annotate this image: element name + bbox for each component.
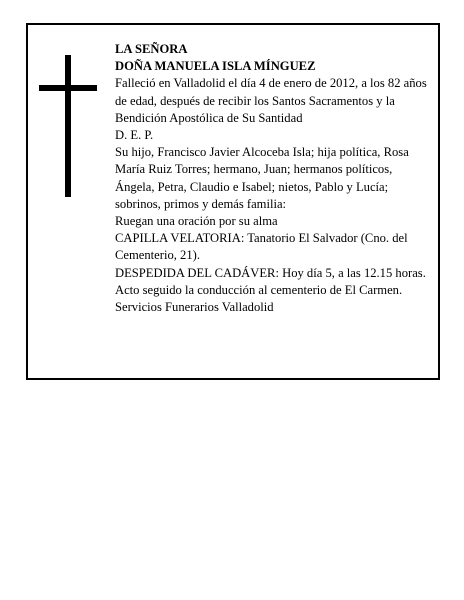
obituary-notice (26, 23, 440, 380)
cross-vertical-bar (65, 55, 71, 197)
obituary-heading-title: LA SEÑORA (115, 42, 188, 56)
death-notice: Falleció en Valladolid el día 4 de enero de 2012, a los 82 años de edad, después de recibir los Santos Sacramentos y la Bendición Apostólica de Su Santidad (115, 76, 427, 125)
deceased-name: DOÑA MANUELA ISLA MÍNGUEZ (115, 59, 316, 74)
rest-in-peace: D. E. P. (115, 128, 154, 143)
chapel-info: CAPILLA VELATORIA: Tanatorio El Salvador (Cno. del Cementerio, 21). (115, 231, 408, 263)
funeral-home: Servicios Funerarios Valladolid (115, 300, 274, 315)
obituary-text (115, 41, 433, 316)
cross-horizontal-bar (39, 85, 97, 91)
farewell-info: DESPEDIDA DEL CADÁVER: Hoy día 5, a las 12.15 horas. Acto seguido la conducción al cementerio de El Carmen. (115, 265, 426, 297)
family-list: Su hijo, Francisco Javier Alcoceba Isla; hija política, Rosa María Ruiz Torres; hermano, Juan; hermanos políticos, Ángela, Petra, Claudio e Isabel; nietos, Pablo y Lucía; sobrinos, primos y demás familia: (115, 145, 409, 211)
prayer-request: Ruegan una oración por su alma (115, 214, 278, 229)
